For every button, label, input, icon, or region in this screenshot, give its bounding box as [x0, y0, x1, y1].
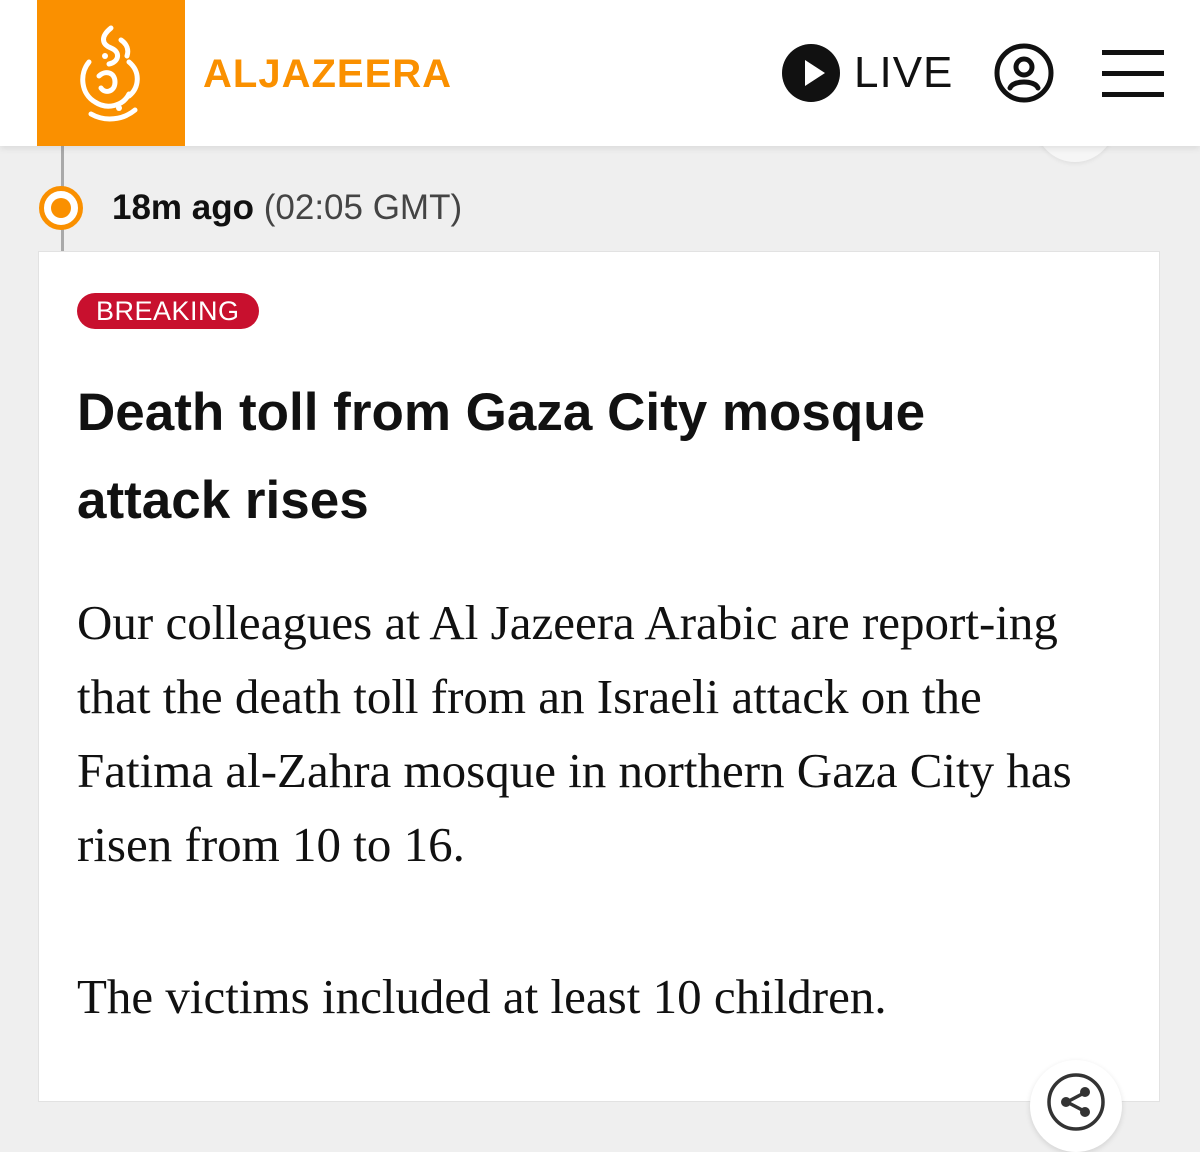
- user-account-icon: [993, 42, 1055, 104]
- play-icon: [782, 44, 840, 102]
- account-button[interactable]: [993, 42, 1055, 109]
- brand-wordmark[interactable]: ALJAZEERA: [203, 52, 453, 96]
- live-button[interactable]: [782, 44, 953, 102]
- timeline-marker-icon: [39, 186, 83, 230]
- aljazeera-logo-icon: [71, 22, 151, 126]
- live-label: LIVE: [854, 48, 954, 97]
- live-update-card: [38, 251, 1160, 1102]
- post-headline: Death toll from Gaza City mosque attack rises: [77, 383, 926, 530]
- share-icon: [1046, 1072, 1106, 1132]
- share-button[interactable]: [1030, 1060, 1122, 1152]
- breaking-badge: BREAKING: [77, 293, 259, 329]
- time-gmt: (02:05 GMT): [263, 188, 463, 227]
- post-paragraph: Our colleagues at Al Jazeera Arabic are report-ing that the death toll from an Israeli attack on the Fatima al-Zahra mosque in northern Gaza City has risen from 10 to 16.: [77, 595, 1072, 872]
- logo[interactable]: [37, 0, 185, 146]
- site-header: [0, 0, 1200, 146]
- time-ago: 18m ago: [112, 188, 254, 227]
- post-paragraph: The victims included at least 10 children.: [77, 969, 887, 1024]
- post-timestamp: [112, 188, 462, 228]
- menu-button[interactable]: [1102, 50, 1164, 98]
